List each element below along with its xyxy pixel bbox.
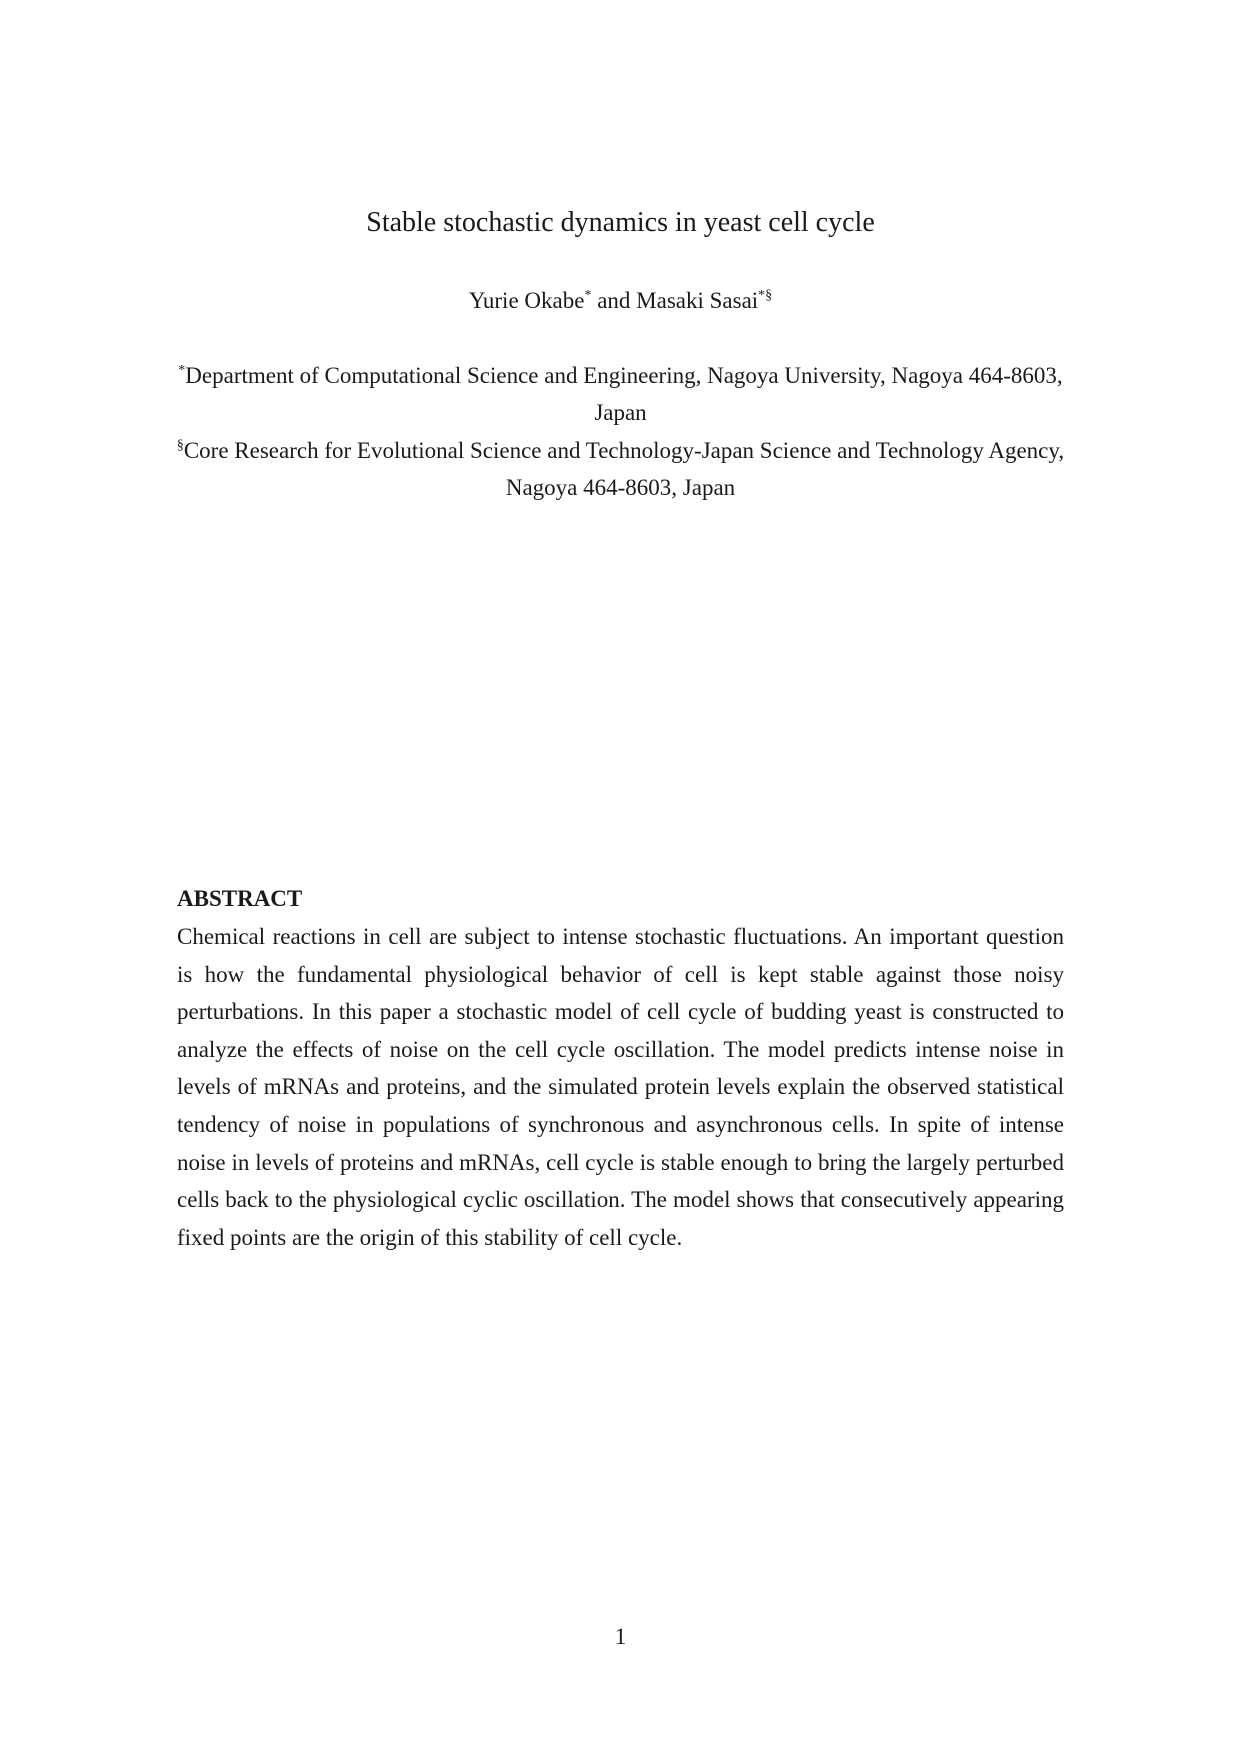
author-conjunction: and bbox=[591, 288, 637, 313]
affiliation-1 bbox=[160, 357, 1081, 431]
abstract-heading: ABSTRACT bbox=[177, 886, 303, 911]
affiliation-text: Core Research for Evolutional Science and Technology-Japan Science and Technology Agency, Nagoya 464-8603, Japan bbox=[183, 438, 1065, 500]
affiliation-mark: * bbox=[584, 288, 592, 303]
author-line bbox=[0, 286, 1241, 316]
affiliation-mark: § bbox=[176, 438, 184, 453]
page-number: 1 bbox=[614, 1624, 627, 1649]
affiliation-mark: *§ bbox=[758, 288, 773, 303]
affiliation-2 bbox=[160, 432, 1081, 506]
author-name: Yurie Okabe bbox=[468, 288, 585, 313]
affiliation-text: Department of Computational Science and Engineering, Nagoya University, Nagoya 464-8603, Japan bbox=[185, 363, 1063, 425]
affiliation-mark: * bbox=[178, 363, 186, 378]
abstract-body: Chemical reactions in cell are subject to intense stochastic fluctuations. An important question is how the fundamental physiological behavior of cell is kept stable against those noisy perturbations. In this paper a stochastic model of cell cycle of budding yeast is constructed to analyze the effects of noise on the cell cycle oscillation. The model predicts intense noise in levels of mRNAs and proteins, and the simulated protein levels explain the observed statistical tendency of noise in populations of synchronous and asynchronous cells. In spite of intense noise in levels of proteins and mRNAs, cell cycle is stable enough to bring the largely perturbed cells back to the physiological cyclic oscillation. The model shows that consecutively appearing fixed points are the origin of this stability of cell cycle. bbox=[177, 924, 1064, 1250]
paper-title: Stable stochastic dynamics in yeast cell cycle bbox=[366, 207, 875, 238]
author-name: Masaki Sasai bbox=[636, 288, 759, 313]
